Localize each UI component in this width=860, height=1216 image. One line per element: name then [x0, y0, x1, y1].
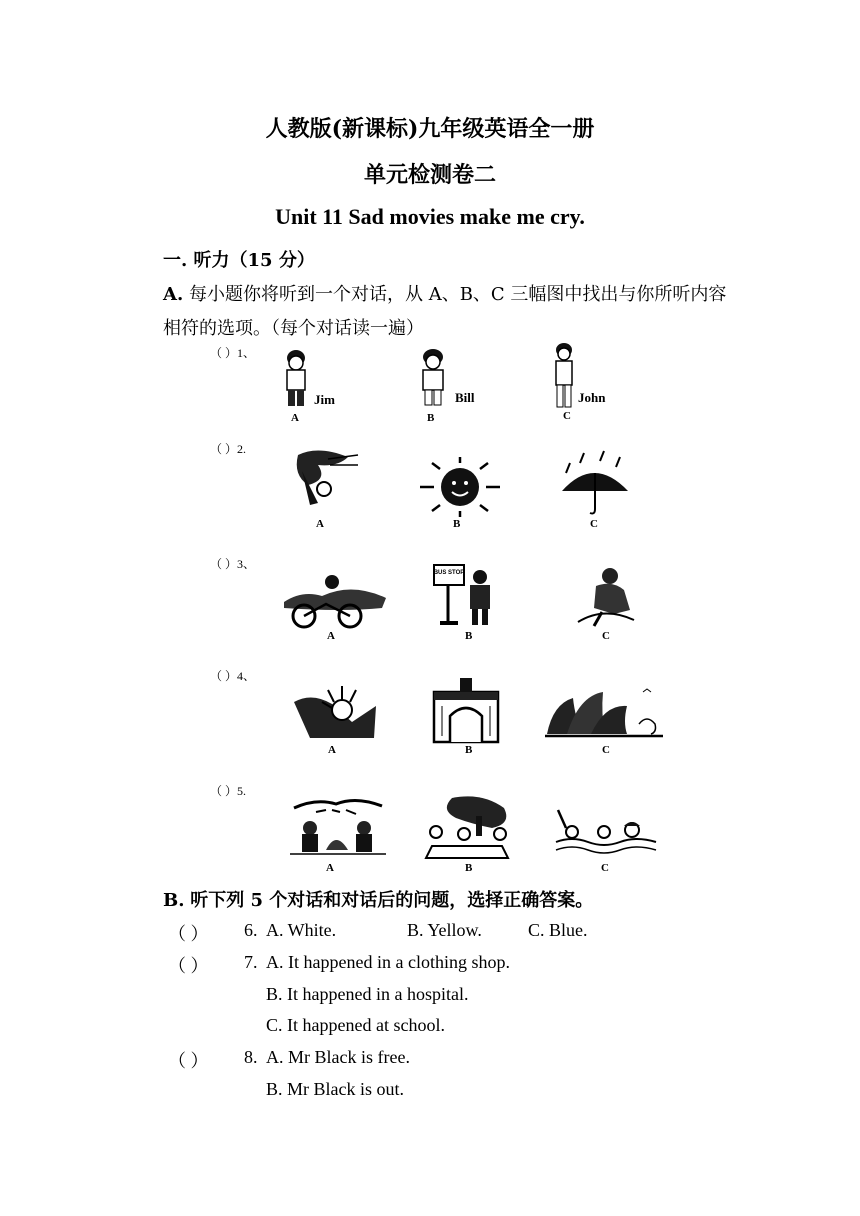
option-b: B. Yellow. — [407, 920, 482, 940]
option-letter-c: C — [590, 518, 598, 530]
question-number: 6. — [244, 920, 258, 940]
option-letter-c: C — [602, 630, 610, 642]
option-a: A. White. — [266, 920, 337, 940]
picture-question-number: （ ）5. — [210, 784, 247, 798]
question-paren: （ ） — [168, 956, 209, 976]
picture-question-number: （ ）2. — [210, 442, 247, 456]
picture-question-number: （ ）4、 — [210, 669, 256, 683]
boy-jim-picture — [278, 348, 318, 410]
option-letter-c: C — [601, 862, 609, 874]
question-number: 8. — [244, 1047, 258, 1067]
swimming-picture — [552, 806, 660, 860]
arch-building-picture — [430, 676, 502, 744]
part-a-instruction-text: 每小题你将听到一个对话，从 A、B、C 三幅图中找出与你所听内容 — [188, 284, 727, 305]
question-number: 7. — [244, 952, 258, 972]
option-letter-a: A — [327, 630, 335, 642]
windy-picture — [288, 445, 360, 517]
picture-name-jim: Jim — [314, 392, 335, 407]
walking-picture — [574, 566, 640, 632]
statue-of-liberty-picture — [292, 682, 380, 742]
riding-bike-picture — [282, 568, 390, 630]
option-letter-b: B — [453, 518, 461, 530]
rainy-picture — [556, 447, 636, 519]
picture-name-john: John — [578, 390, 606, 405]
option-letter-b: B — [465, 744, 473, 756]
picture-name-bill: Bill — [455, 390, 475, 405]
page-subtitle: 单元检测卷二 — [363, 162, 496, 188]
option-a: A. It happened in a clothing shop. — [266, 952, 510, 972]
option-c: C. Blue. — [528, 920, 588, 940]
page-title: 人教版(新课标)九年级英语全一册 — [265, 116, 595, 142]
part-b-instruction — [163, 886, 593, 912]
option-a: A. Mr Black is free. — [266, 1047, 410, 1067]
option-letter-c: C — [602, 744, 610, 756]
part-a-label: A. — [163, 284, 184, 305]
option-letter-a: A — [291, 412, 299, 424]
question-paren: （ ） — [168, 1051, 209, 1071]
picture-question-number: （ ）1、 — [210, 346, 256, 360]
bus-stop-sign-text: BUS STOP — [433, 570, 465, 576]
option-letter-b: B — [427, 412, 435, 424]
option-c: C. It happened at school. — [266, 1015, 445, 1035]
option-letter-c: C — [563, 410, 571, 422]
boy-bill-picture — [415, 348, 455, 410]
question-paren: （ ） — [168, 924, 209, 944]
option-b: B. It happened in a hospital. — [266, 984, 469, 1004]
option-letter-a: A — [326, 862, 334, 874]
option-letter-b: B — [465, 862, 473, 874]
part-b-label: B. — [163, 890, 185, 911]
part-b-instruction-text: 听下列 5 个对话和对话后的问题，选择正确答案。 — [190, 890, 594, 911]
part-a-instruction-line1 — [163, 280, 726, 306]
opera-house-picture — [543, 684, 667, 744]
option-letter-a: A — [316, 518, 324, 530]
option-letter-b: B — [465, 630, 473, 642]
part-a-instruction-line2: 相符的选项。（每个对话读一遍） — [163, 318, 424, 339]
picture-question-number: （ ）3、 — [210, 557, 256, 571]
park-picture — [286, 794, 390, 860]
picnic-picture — [422, 794, 514, 862]
unit-title: Unit 11 Sad movies make me cry. — [275, 204, 585, 229]
option-letter-a: A — [328, 744, 336, 756]
option-b: B. Mr Black is out. — [266, 1079, 404, 1099]
section-heading: 一. 听力（15 分） — [163, 250, 315, 271]
bus-stop-picture — [432, 563, 500, 629]
sunny-picture — [414, 455, 506, 521]
